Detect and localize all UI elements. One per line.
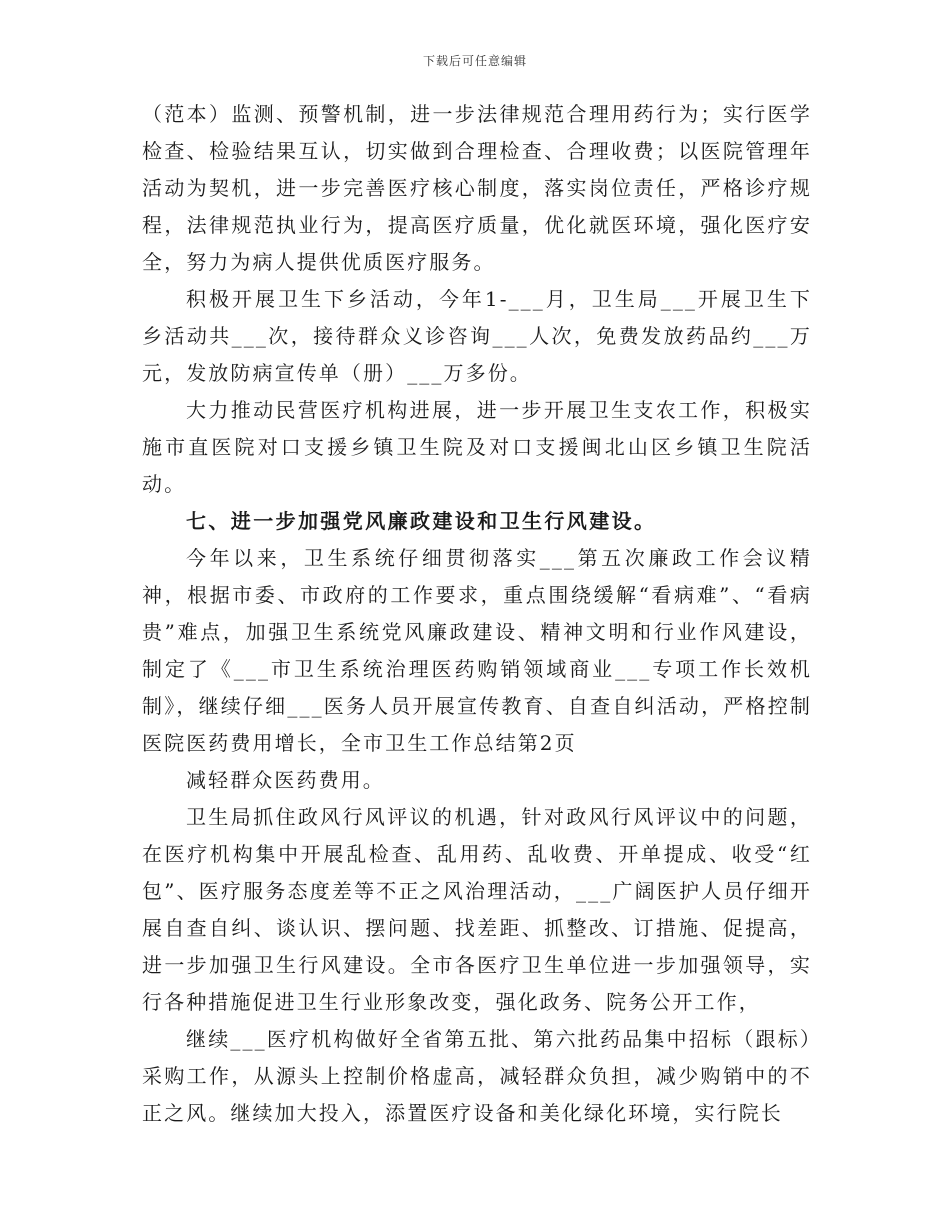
paragraph: 大力推动民营医疗机构进展，进一步开展卫生支农工作，积极实施市直医院对口支援乡镇卫生院及对口支援闽北山区乡镇卫生院活动。 — [142, 398, 812, 496]
paragraph: 卫生局抓住政风行风评议的机遇，针对政风行风评议中的问题，在医疗机构集中开展乱检查、乱用药、乱收费、开单提成、收受“红包”、医疗服务态度差等不正之风治理活动，___广阔医护人员仔细开展自查自纠、谈认识、摆问题、找差距、抓整改、订措施、促提高，进一步加强卫生行风建设。全市各医疗卫生单位进一步加强领导，实行各种措施促进卫生行业形象改变，强化政务、院务公开工作， — [142, 805, 812, 1014]
paragraph: 今年以来，卫生系统仔细贯彻落实___第五次廉政工作会议精神，根据市委、市政府的工作要求，重点围绕缓解“看病难”、“看病贵”难点，加强卫生系统党风廉政建设、精神文明和行业作风建设，制定了《___市卫生系统治理医药购销领域商业___专项工作长效机制》，继续仔细___医务人员开展宣传教育、自查自纠活动，严格控制医院医药费用增长，全市卫生工作总结第2页 — [142, 546, 812, 755]
section-heading: 七、进一步加强党风廉政建设和卫生行风建设。 — [186, 509, 657, 533]
paragraph: 继续___医疗机构做好全省第五批、第六批药品集中招标（跟标）采购工作，从源头上控制价格虚高，减轻群众负担，减少购销中的不正之风。继续加大投入，添置医疗设备和美化绿化环境，实行院长 — [142, 1027, 812, 1125]
page-header: 下载后可任意编辑 — [422, 54, 527, 68]
document-body — [142, 96, 812, 1132]
paragraph: 减轻群众医药费用。 — [186, 768, 385, 792]
paragraph: 积极开展卫生下乡活动，今年1-___月，卫生局___开展卫生下乡活动共___次，接待群众义诊咨询___人次，免费发放药品约___万元，发放防病宣传单（册）___万多份。 — [142, 287, 812, 385]
paragraph: （范本）监测、预警机制，进一步法律规范合理用药行为；实行医学检查、检验结果互认，切实做到合理检查、合理收费；以医院管理年活动为契机，进一步完善医疗核心制度，落实岗位责任，严格诊疗规程，法律规范执业行为，提高医疗质量，优化就医环境，强化医疗安全，努力为病人提供优质医疗服务。 — [142, 102, 812, 274]
